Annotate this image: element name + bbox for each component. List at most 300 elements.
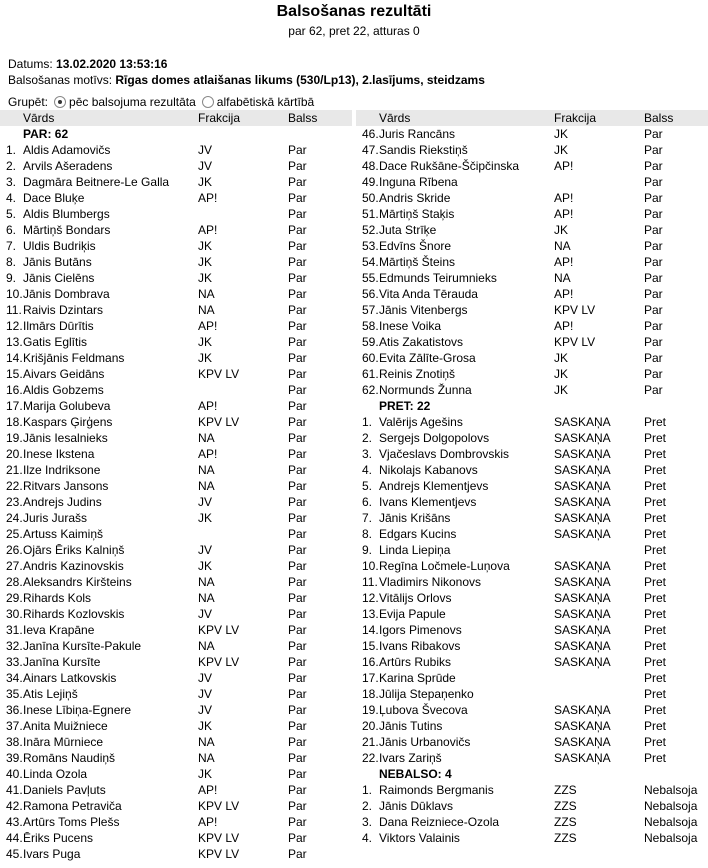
member-vote: Par xyxy=(288,303,307,317)
member-name: Mārtiņš Staķis xyxy=(379,207,455,221)
member-vote: Par xyxy=(644,159,663,173)
table-row xyxy=(0,190,352,206)
row-number: 36. xyxy=(6,703,23,717)
row-number: 41. xyxy=(6,783,23,797)
group-by-result-label[interactable]: pēc balsojuma rezultāta xyxy=(69,95,196,109)
member-vote: Nebalsoja xyxy=(644,815,698,829)
member-faction: ZZS xyxy=(554,799,577,813)
member-faction: SASKAŅA xyxy=(554,447,611,461)
row-number: 44. xyxy=(6,831,23,845)
member-vote: Par xyxy=(288,223,307,237)
member-faction: SASKAŅA xyxy=(554,703,611,717)
member-faction: AP! xyxy=(198,399,218,413)
table-row xyxy=(0,302,352,318)
member-vote: Pret xyxy=(644,463,667,477)
table-row xyxy=(0,702,352,718)
table-row xyxy=(356,590,708,606)
row-number: 13. xyxy=(362,607,379,621)
table-row xyxy=(0,814,352,830)
member-name: Inese Lībiņa-Egnere xyxy=(23,703,132,717)
row-number: 15. xyxy=(362,639,379,653)
member-vote: Nebalsoja xyxy=(644,783,698,797)
member-vote: Par xyxy=(288,255,307,269)
member-name: Normunds Žunna xyxy=(379,383,472,397)
member-faction: NA xyxy=(198,463,215,477)
member-vote: Par xyxy=(644,351,663,365)
row-number: 49. xyxy=(362,175,379,189)
table-row xyxy=(0,222,352,238)
member-faction: KPV LV xyxy=(554,303,596,317)
member-name: Jānis Tutins xyxy=(379,719,443,733)
member-vote: Par xyxy=(288,559,307,573)
member-name: Dagmāra Beitnere-Le Galla xyxy=(23,175,170,189)
member-vote: Par xyxy=(644,255,663,269)
member-name: Jānis Butāns xyxy=(23,255,92,269)
member-name: Dace Bluķe xyxy=(23,191,85,205)
member-name: Edmunds Teirumnieks xyxy=(379,271,497,285)
member-faction: AP! xyxy=(198,447,218,461)
table-row xyxy=(356,478,708,494)
member-name: Gatis Eglītis xyxy=(23,335,88,349)
member-faction: NA xyxy=(198,639,215,653)
member-name: Juris Jurašs xyxy=(23,511,88,525)
table-row xyxy=(0,270,352,286)
member-faction: SASKAŅA xyxy=(554,719,611,733)
member-name: Daniels Pavļuts xyxy=(23,783,106,797)
member-vote: Par xyxy=(288,319,307,333)
member-name: Dace Rukšāne-Ščipčinska xyxy=(379,159,520,173)
row-number: 46. xyxy=(362,127,379,141)
member-faction: AP! xyxy=(554,287,574,301)
section-header xyxy=(356,766,708,782)
member-name: Inese Ikstena xyxy=(23,447,95,461)
table-row xyxy=(0,478,352,494)
table-row xyxy=(356,622,708,638)
member-faction: JK xyxy=(198,351,213,365)
member-name: Igors Pimenovs xyxy=(379,623,462,637)
member-vote: Pret xyxy=(644,623,667,637)
member-faction: JK xyxy=(198,767,213,781)
member-vote: Pret xyxy=(644,639,667,653)
group-alphabetical-label[interactable]: alfabētiskā kārtībā xyxy=(216,95,315,109)
member-name: Linda Liepiņa xyxy=(379,543,451,557)
member-name: Aivars Geidāns xyxy=(23,367,105,381)
table-row xyxy=(356,782,708,798)
section-title: PRET: 22 xyxy=(379,399,431,413)
member-vote: Pret xyxy=(644,671,667,685)
member-vote: Pret xyxy=(644,751,667,765)
member-name: Ramona Petraviča xyxy=(23,799,122,813)
table-row xyxy=(0,558,352,574)
member-vote: Par xyxy=(644,143,663,157)
table-row xyxy=(0,318,352,334)
row-number: 42. xyxy=(6,799,23,813)
row-number: 28. xyxy=(6,575,23,589)
member-faction: KPV LV xyxy=(198,623,240,637)
member-faction: SASKAŅA xyxy=(554,463,611,477)
member-faction: JK xyxy=(198,175,213,189)
row-number: 26. xyxy=(6,543,23,557)
member-faction: JK xyxy=(198,239,213,253)
table-row xyxy=(0,238,352,254)
member-vote: Par xyxy=(644,175,663,189)
member-name: Inguna Rībena xyxy=(379,175,458,189)
member-faction: JV xyxy=(198,703,213,717)
member-vote: Par xyxy=(288,815,307,829)
member-faction: ZZS xyxy=(554,831,577,845)
column-header-faction: Frakcija xyxy=(554,111,597,125)
row-number: 17. xyxy=(6,399,23,413)
table-row xyxy=(0,510,352,526)
member-vote: Pret xyxy=(644,543,667,557)
row-number: 55. xyxy=(362,271,379,285)
table-row xyxy=(356,462,708,478)
table-row xyxy=(0,638,352,654)
member-name: Juris Rancāns xyxy=(379,127,456,141)
member-vote: Par xyxy=(288,239,307,253)
member-vote: Pret xyxy=(644,527,667,541)
member-vote: Par xyxy=(288,831,307,845)
member-vote: Pret xyxy=(644,559,667,573)
date-value: 13.02.2020 13:53:16 xyxy=(56,57,168,71)
table-row xyxy=(356,446,708,462)
member-faction: NA xyxy=(198,287,215,301)
table-row xyxy=(0,398,352,414)
column-header-vote: Balss xyxy=(288,111,318,125)
member-name: Ēriks Pucens xyxy=(23,831,94,845)
table-row xyxy=(0,542,352,558)
member-name: Krišjānis Feldmans xyxy=(23,351,125,365)
row-number: 5. xyxy=(362,479,373,493)
table-row xyxy=(0,350,352,366)
member-faction: NA xyxy=(554,271,571,285)
member-faction: AP! xyxy=(554,207,574,221)
member-faction: JK xyxy=(554,127,569,141)
member-vote: Par xyxy=(288,847,307,861)
table-row xyxy=(356,638,708,654)
row-number: 16. xyxy=(6,383,23,397)
member-name: Inese Voika xyxy=(379,319,442,333)
row-number: 24. xyxy=(6,511,23,525)
member-name: Artūrs Toms Plešs xyxy=(23,815,120,829)
member-vote: Par xyxy=(288,207,307,221)
member-name: Raimonds Bergmanis xyxy=(379,783,494,797)
column-header-row xyxy=(356,110,708,126)
row-number: 16. xyxy=(362,655,379,669)
member-name: Ilze Indriksone xyxy=(23,463,101,477)
group-alphabetical-radio[interactable] xyxy=(202,96,214,108)
member-name: Ivans Ribakovs xyxy=(379,639,461,653)
member-faction: JK xyxy=(554,223,569,237)
table-row xyxy=(356,286,708,302)
member-name: Vita Anda Tērauda xyxy=(379,287,478,301)
row-number: 32. xyxy=(6,639,23,653)
row-number: 1. xyxy=(6,143,17,157)
member-name: Jānis Cielēns xyxy=(23,271,95,285)
row-number: 3. xyxy=(362,815,373,829)
member-name: Nikolajs Kabanovs xyxy=(379,463,478,477)
member-faction: NA xyxy=(198,735,215,749)
member-name: Andrejs Klementjevs xyxy=(379,479,489,493)
row-number: 35. xyxy=(6,687,23,701)
table-row xyxy=(0,782,352,798)
member-faction: JV xyxy=(198,143,213,157)
table-row xyxy=(356,542,708,558)
member-name: Juta Strīķe xyxy=(379,223,437,237)
row-number: 5. xyxy=(6,207,17,221)
table-row xyxy=(0,446,352,462)
column-header-name: Vārds xyxy=(23,111,55,125)
member-vote: Nebalsoja xyxy=(644,831,698,845)
member-name: Vladimirs Nikonovs xyxy=(379,575,482,589)
motive-line xyxy=(8,73,485,87)
member-faction: JV xyxy=(198,671,213,685)
member-faction: SASKAŅA xyxy=(554,751,611,765)
member-vote: Par xyxy=(288,191,307,205)
member-name: Aldis Blumbergs xyxy=(23,207,110,221)
row-number: 25. xyxy=(6,527,23,541)
member-faction: SASKAŅA xyxy=(554,735,611,749)
column-header-name: Vārds xyxy=(379,111,411,125)
row-number: 38. xyxy=(6,735,23,749)
row-number: 31. xyxy=(6,623,23,637)
member-name: Kaspars Ģirģens xyxy=(23,415,113,429)
member-name: Rihards Kols xyxy=(23,591,92,605)
table-row xyxy=(0,430,352,446)
member-name: Ainars Latkovskis xyxy=(23,671,117,685)
results-column-left xyxy=(0,110,352,862)
member-name: Evita Zālīte-Grosa xyxy=(379,351,476,365)
member-name: Edvīns Šnore xyxy=(379,239,452,253)
member-name: Ivars Puga xyxy=(23,847,81,861)
member-name: Atis Zakatistovs xyxy=(379,335,464,349)
member-name: Aldis Gobzems xyxy=(23,383,104,397)
member-vote: Par xyxy=(644,367,663,381)
member-name: Linda Ozola xyxy=(23,767,88,781)
member-faction: AP! xyxy=(198,815,218,829)
row-number: 7. xyxy=(6,239,17,253)
table-row xyxy=(356,718,708,734)
member-vote: Pret xyxy=(644,447,667,461)
table-row xyxy=(356,798,708,814)
member-vote: Par xyxy=(288,783,307,797)
member-vote: Par xyxy=(644,383,663,397)
member-faction: JK xyxy=(198,719,213,733)
member-faction: NA xyxy=(198,575,215,589)
row-number: 45. xyxy=(6,847,23,861)
table-row xyxy=(0,750,352,766)
member-faction: AP! xyxy=(198,319,218,333)
table-row xyxy=(356,414,708,430)
row-number: 34. xyxy=(6,671,23,685)
member-faction: JV xyxy=(198,687,213,701)
table-row xyxy=(0,654,352,670)
member-faction: SASKAŅA xyxy=(554,591,611,605)
table-row xyxy=(0,590,352,606)
member-name: Jūlija Stepaņenko xyxy=(379,687,474,701)
row-number: 20. xyxy=(6,447,23,461)
table-row xyxy=(0,798,352,814)
table-row xyxy=(356,654,708,670)
row-number: 57. xyxy=(362,303,379,317)
member-faction: JK xyxy=(554,351,569,365)
row-number: 10. xyxy=(362,559,379,573)
member-vote: Pret xyxy=(644,655,667,669)
row-number: 4. xyxy=(362,831,373,845)
table-row xyxy=(356,382,708,398)
row-number: 1. xyxy=(362,783,373,797)
member-name: Jānis Vitenbergs xyxy=(379,303,468,317)
row-number: 3. xyxy=(6,175,17,189)
member-vote: Par xyxy=(644,207,663,221)
table-row xyxy=(0,574,352,590)
member-name: Ļubova Švecova xyxy=(379,703,468,717)
member-vote: Par xyxy=(288,735,307,749)
member-vote: Pret xyxy=(644,687,667,701)
member-faction: ZZS xyxy=(554,815,577,829)
table-row xyxy=(356,702,708,718)
row-number: 4. xyxy=(362,463,373,477)
table-row xyxy=(0,494,352,510)
row-number: 47. xyxy=(362,143,379,157)
section-title: PAR: 62 xyxy=(23,127,69,141)
row-number: 33. xyxy=(6,655,23,669)
member-vote: Par xyxy=(288,607,307,621)
member-name: Andris Kazinovskis xyxy=(23,559,124,573)
member-name: Vjačeslavs Dombrovskis xyxy=(379,447,510,461)
motive-label: Balsošanas motīvs: xyxy=(8,73,113,87)
member-faction: SASKAŅA xyxy=(554,559,611,573)
member-faction: KPV LV xyxy=(554,335,596,349)
member-name: Artūrs Rubiks xyxy=(379,655,452,669)
table-row xyxy=(0,606,352,622)
member-name: Jānis Krišāns xyxy=(379,511,451,525)
column-header-row xyxy=(0,110,352,126)
table-row xyxy=(0,734,352,750)
table-row xyxy=(356,206,708,222)
member-faction: SASKAŅA xyxy=(554,607,611,621)
member-faction: NA xyxy=(198,303,215,317)
table-row xyxy=(356,126,708,142)
member-vote: Par xyxy=(288,271,307,285)
table-row xyxy=(356,430,708,446)
table-row xyxy=(356,190,708,206)
member-faction: NA xyxy=(554,239,571,253)
member-name: Viktors Valainis xyxy=(379,831,460,845)
member-faction: NA xyxy=(198,479,215,493)
member-name: Arvils Ašeradens xyxy=(23,159,113,173)
table-row xyxy=(0,718,352,734)
member-faction: NA xyxy=(198,591,215,605)
member-vote: Par xyxy=(644,239,663,253)
member-faction: SASKAŅA xyxy=(554,495,611,509)
member-faction: NA xyxy=(198,751,215,765)
member-vote: Pret xyxy=(644,511,667,525)
member-vote: Pret xyxy=(644,607,667,621)
row-number: 21. xyxy=(362,735,379,749)
table-row xyxy=(356,574,708,590)
member-vote: Par xyxy=(644,303,663,317)
member-name: Sandis Riekstiņš xyxy=(379,143,468,157)
table-row xyxy=(0,206,352,222)
row-number: 20. xyxy=(362,719,379,733)
member-vote: Pret xyxy=(644,735,667,749)
member-vote: Par xyxy=(288,399,307,413)
member-faction: AP! xyxy=(198,223,218,237)
member-vote: Par xyxy=(288,143,307,157)
member-vote: Par xyxy=(288,703,307,717)
table-row xyxy=(0,334,352,350)
motive-value: Rīgas domes atlaišanas likums (530/Lp13), 2.lasījums, steidzams xyxy=(115,73,485,87)
vote-summary: par 62, pret 22, atturas 0 xyxy=(288,24,420,38)
row-number: 17. xyxy=(362,671,379,685)
member-vote: Par xyxy=(288,431,307,445)
member-faction: JV xyxy=(198,159,213,173)
member-vote: Par xyxy=(288,655,307,669)
row-number: 59. xyxy=(362,335,379,349)
member-name: Edgars Kucins xyxy=(379,527,457,541)
member-faction: AP! xyxy=(554,191,574,205)
member-faction: SASKAŅA xyxy=(554,623,611,637)
member-faction: SASKAŅA xyxy=(554,479,611,493)
table-row xyxy=(356,142,708,158)
member-name: Evija Papule xyxy=(379,607,446,621)
member-vote: Par xyxy=(288,623,307,637)
table-row xyxy=(0,846,352,862)
member-name: Rihards Kozlovskis xyxy=(23,607,125,621)
member-faction: JV xyxy=(198,495,213,509)
table-row xyxy=(356,366,708,382)
table-row xyxy=(0,254,352,270)
row-number: 8. xyxy=(362,527,373,541)
member-name: Ilmārs Dūrītis xyxy=(23,319,94,333)
member-faction: KPV LV xyxy=(198,799,240,813)
row-number: 9. xyxy=(362,543,373,557)
member-vote: Par xyxy=(288,351,307,365)
row-number: 51. xyxy=(362,207,379,221)
member-name: Sergejs Dolgopolovs xyxy=(379,431,490,445)
member-name: Uldis Budriķis xyxy=(23,239,96,253)
row-number: 29. xyxy=(6,591,23,605)
member-vote: Pret xyxy=(644,415,667,429)
table-row xyxy=(356,606,708,622)
table-row xyxy=(356,750,708,766)
member-vote: Nebalsoja xyxy=(644,799,698,813)
member-name: Janīna Kursīte-Pakule xyxy=(23,639,142,653)
row-number: 1. xyxy=(362,415,373,429)
table-row xyxy=(356,526,708,542)
member-vote: Par xyxy=(288,543,307,557)
member-vote: Par xyxy=(288,751,307,765)
table-row xyxy=(356,830,708,846)
group-label: Grupēt: xyxy=(8,95,49,109)
group-by-result-radio[interactable] xyxy=(54,96,66,108)
member-vote: Pret xyxy=(644,431,667,445)
date-line xyxy=(8,57,167,71)
date-label: Datums: xyxy=(8,57,53,71)
member-vote: Par xyxy=(288,799,307,813)
table-row xyxy=(356,494,708,510)
table-row xyxy=(0,462,352,478)
row-number: 11. xyxy=(362,575,378,589)
member-faction: AP! xyxy=(198,191,218,205)
member-vote: Par xyxy=(288,415,307,429)
member-vote: Par xyxy=(288,463,307,477)
table-row xyxy=(356,686,708,702)
member-vote: Par xyxy=(644,127,663,141)
member-name: Regīna Ločmele-Luņova xyxy=(379,559,510,573)
row-number: 14. xyxy=(6,351,23,365)
